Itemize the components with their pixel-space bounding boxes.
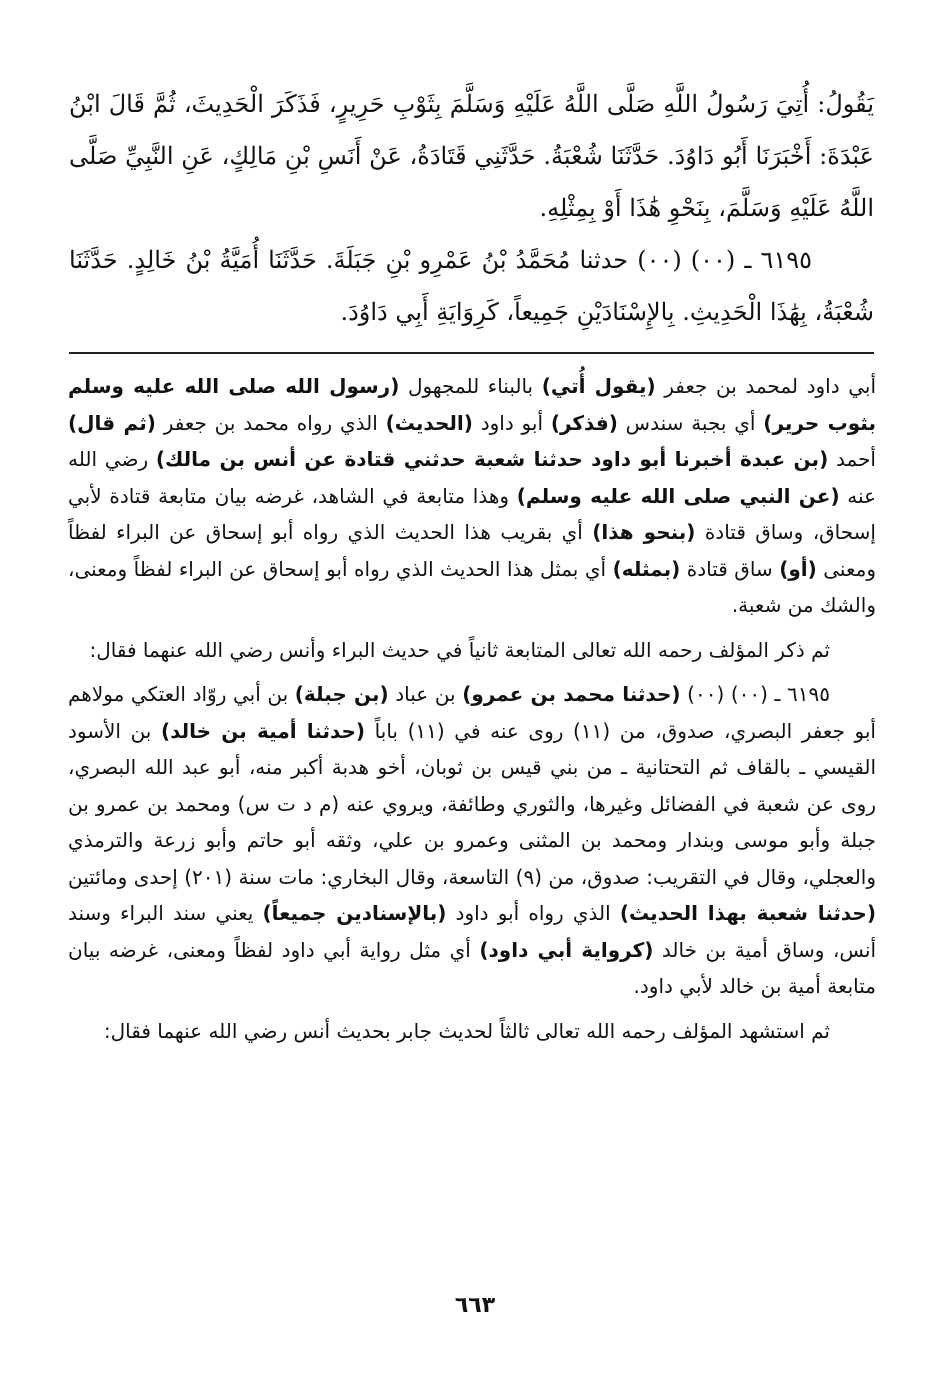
explanation-text: أي بقريب هذا الحديث الذي رواه أبو إسحاق عن البراء لفظاً ومعنى [68,520,876,581]
bold-quoted-text: (أو) [779,556,817,581]
explanation-text: الذي رواه محمد بن جعفر [155,410,386,435]
bold-quoted-text: (حدثنا شعبة بهذا الحديث) [619,901,876,925]
bold-quoted-text: (الحديث) [385,410,473,435]
explanation-text: أبي داود لمحمد بن جعفر [655,374,877,398]
bold-quoted-text: (رسول الله صلى الله عليه وسلم بثوب حرير) [68,374,876,435]
explanation-text: ساق قتادة [680,556,780,581]
commentary-paragraph [68,676,876,1005]
bold-quoted-text: (فذكر) [550,410,618,435]
explanation-text: ثم استشهد المؤلف رحمه الله تعالى ثالثاً لحديث جابر بحديث أنس رضي الله عنهما فقال: [103,1018,830,1043]
explanation-text: أي مثل رواية أبي داود لفظاً ومعنى، غرضه بيان متابعة أمية بن خالد لأبي داود. [68,937,876,998]
footnote-divider [69,352,874,354]
hadith-6195-paragraph: ٦١٩٥ ـ (٠٠) (٠٠) حدثنا مُحَمَّدُ بْنُ عَمْرِو بْنِ جَبَلَةَ. حَدَّثَنَا أُمَيَّةُ بْنُ خَالِدٍ. حَدَّثَنَا شُعْبَةُ، بِهَٰذَا الْحَدِيثِ. بِالإِسْنَادَيْنِ جَمِيعاً، كَرِوَايَةِ أَبِي دَاوُدَ. [69,246,874,326]
bold-quoted-text: (حدثنا أمية بن خالد) [160,718,366,743]
explanation-text: أي بمثل هذا الحديث الذي رواه أبو إسحاق عن البراء لفظاً ومعنى، والشك من شعبة. [68,556,876,617]
bold-quoted-text: (بن جبلة) [294,682,389,706]
bold-quoted-text: (عن النبي صلى الله عليه وسلم) [516,483,840,508]
page-number: ٦٦٣ [454,1293,496,1318]
explanation-text: أحمد [828,447,876,471]
bold-quoted-text: (ثم قال) [68,410,156,435]
explanation-text: رضي الله عنه [68,447,877,508]
bold-quoted-text: (كرواية أبي داود) [479,937,654,962]
bold-quoted-text: (يقول أُتي) [541,374,656,398]
commentary-paragraph [68,1013,876,1050]
explanation-text: ثم ذكر المؤلف رحمه الله تعالى المتابعة ثانياً في حديث البراء وأنس رضي الله عنهما فقال: [89,637,830,662]
explanation-text: يعني سند البراء وسند أنس، وساق أمية بن خالد [68,901,877,962]
bold-quoted-text: (بالإسنادين جميعاً) [262,901,447,925]
explanation-text: بن عباد [388,682,463,706]
bold-quoted-text: (بنحو هذا) [592,520,696,544]
commentary-paragraph [68,368,876,624]
hadith-text-block [69,78,874,338]
bold-quoted-text: (بمثله) [612,556,681,581]
explanation-text: وهذا متابعة في الشاهد، غرضه بيان متابعة قتادة لأبي إسحاق، وساق قتادة [68,483,876,544]
bold-quoted-text: (حدثنا محمد بن عمرو) [462,682,681,706]
explanation-text: بن أبي روّاد العتكي مولاهم أبو جعفر البصري، صدوق، من (١١) روى عنه في (١١) باباً [68,682,876,743]
explanation-text: أبو داود [472,410,551,435]
commentary-paragraph [68,632,876,669]
explanation-text: الذي رواه أبو داود [446,901,620,925]
hadith-continuation-paragraph: يَقُولُ: أُتِيَ رَسُولُ اللَّهِ صَلَّى اللَّهُ عَلَيْهِ وَسَلَّمَ بِثَوْبِ حَرِيرٍ، فَذَكَرَ الْحَدِيثَ، ثُمَّ قَالَ ابْنُ عَبْدَةَ: أَخْبَرَنَا أَبُو دَاوُدَ. حَدَّثَنَا شُعْبَةُ. حَدَّثَنِي قَتَادَةُ، عَنْ أَنَسِ بْنِ مَالِكٍ، عَنِ النَّبِيِّ صَلَّى اللَّهُ عَلَيْهِ وَسَلَّمَ، بِنَحْوِ هَٰذَا أَوْ بِمِثْلِهِ. [69,90,874,222]
explanation-text: بن الأسود القيسي ـ بالقاف ثم التحتانية ـ من بني قيس بن ثوبان، أخو هدبة أكبر منه، أبو عبد الله البصري، روى عن شعبة في الفضائل وغيرها، والثوري وطائفة، ويروي عنه (م د ت س) ومحمد بن عمرو بن جبلة وأبو موسى وبندار ومحمد بن المثنى وعمرو بن علي، وثقه أبو حاتم وأبو زرعة والترمذي والعجلي، وقال في التقريب: صدوق، من (٩) التاسعة، وقال البخاري: مات سنة (٢٠١) إحدى ومائتين [68,718,876,889]
commentary-block [68,368,876,1049]
explanation-text: ٦١٩٥ ـ (٠٠) (٠٠) [680,682,830,706]
explanation-text: أي بجبة سندس [617,410,764,435]
explanation-text: بالبناء للمجهول [399,374,542,398]
bold-quoted-text: (بن عبدة أخبرنا أبو داود حدثنا شعبة حدثني قتادة عن أنس بن مالك) [155,447,829,471]
